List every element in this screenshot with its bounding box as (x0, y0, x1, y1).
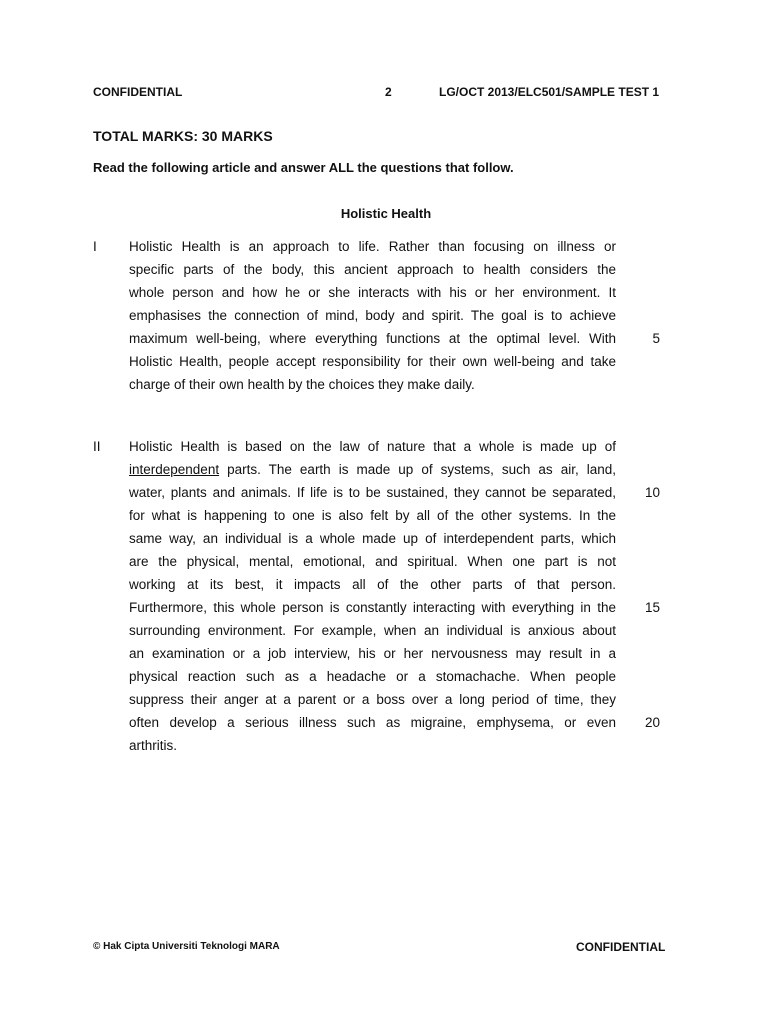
paragraph-line: arthritis. (129, 738, 178, 753)
paragraph-line: water, plants and animals. If life is to be sustained, they cannot be separated, (129, 485, 616, 500)
paragraph-line: whole person and how he or she interacts with his or her environment. It (129, 285, 616, 300)
line-number-10: 10 (644, 485, 660, 500)
line-number-5: 5 (652, 331, 660, 346)
paragraph-number-2: II (93, 439, 101, 454)
paragraph-line: specific parts of the body, this ancient approach to health considers the (129, 262, 616, 277)
instruction-text: Read the following article and answer ALL the questions that follow. (93, 160, 514, 175)
paragraph-line: are the physical, mental, emotional, and spiritual. When one part is not (129, 554, 616, 569)
total-marks: TOTAL MARKS: 30 MARKS (93, 128, 273, 144)
paragraph-line-rest: parts. The earth is made up of systems, such as air, land, (219, 462, 616, 477)
paragraph-line-with-underline (129, 458, 616, 481)
paragraph-line: Holistic Health is an approach to life. Rather than focusing on illness or (129, 239, 616, 254)
paragraph-line: charge of their own health by the choices they make daily. (129, 377, 475, 392)
paragraph-line: Holistic Health is based on the law of nature that a whole is made up of (129, 439, 616, 454)
article-title (0, 206, 768, 221)
line-number-20: 20 (644, 715, 660, 730)
paragraph-number-1: I (93, 239, 97, 254)
document-reference: LG/OCT 2013/ELC501/SAMPLE TEST 1 (439, 85, 660, 99)
paragraph-line: surrounding environment. For example, when an individual is anxious about (129, 623, 616, 638)
paragraph-line: Furthermore, this whole person is constantly interacting with everything in the (129, 600, 616, 615)
footer-copyright: © Hak Cipta Universiti Teknologi MARA (93, 941, 280, 952)
paragraph-1 (129, 235, 616, 396)
paragraph-line: Holistic Health, people accept responsibility for their own well-being and take (129, 354, 616, 369)
paragraph-line: for what is happening to one is also felt by all of the other systems. In the (129, 508, 616, 523)
paragraph-line: emphasises the connection of mind, body and spirit. The goal is to achieve (129, 308, 616, 323)
page-number: 2 (385, 85, 392, 99)
underlined-word: interdependent (129, 462, 220, 477)
header-confidential: CONFIDENTIAL (93, 85, 183, 99)
paragraph-line: maximum well-being, where everything functions at the optimal level. With (129, 331, 616, 346)
paragraph-line: physical reaction such as a headache or a stomachache. When people (129, 669, 616, 684)
footer-confidential: CONFIDENTIAL (576, 940, 666, 954)
paragraph-line: same way, an individual is a whole made up of interdependent parts, which (129, 531, 616, 546)
paragraph-2 (129, 435, 616, 757)
line-number-15: 15 (644, 600, 660, 615)
paragraph-line: an examination or a job interview, his or her nervousness may result in a (129, 646, 616, 661)
paragraph-line: suppress their anger at a parent or a boss over a long period of time, they (129, 692, 616, 707)
paragraph-line: often develop a serious illness such as migraine, emphysema, or even (129, 715, 616, 730)
article-title-text: Holistic Health (340, 206, 432, 221)
paragraph-line: working at its best, it impacts all of the other parts of that person. (129, 577, 616, 592)
